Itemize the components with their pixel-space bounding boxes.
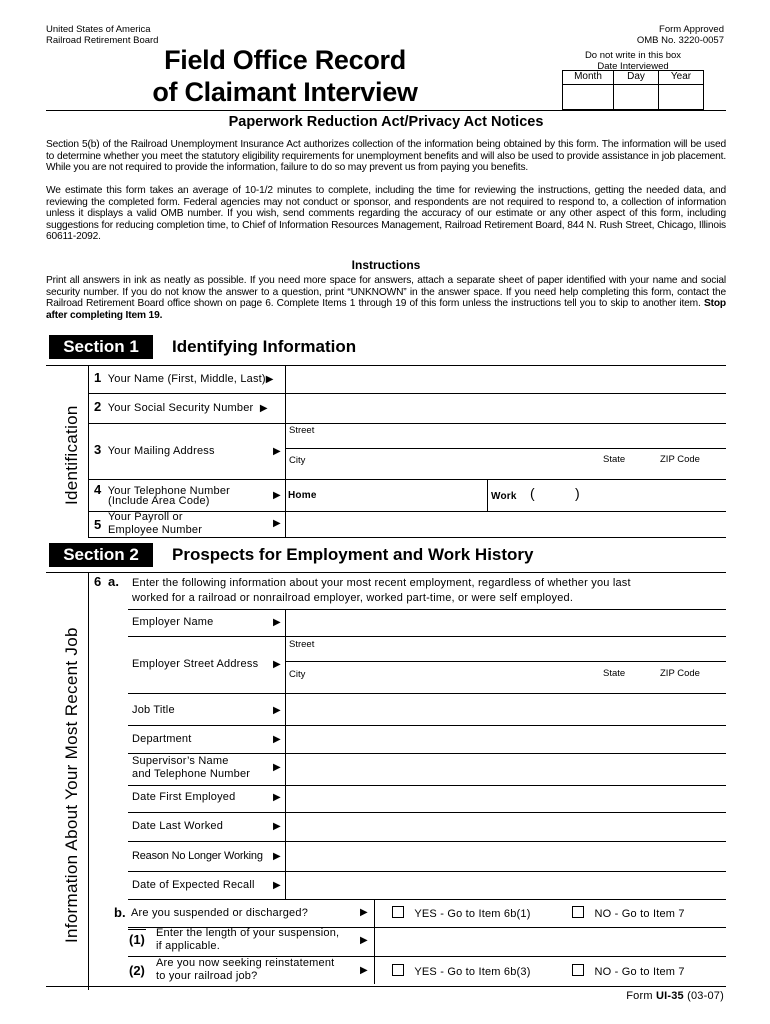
q6-number: 6	[94, 574, 102, 589]
month-input[interactable]	[563, 85, 613, 109]
date-first-input[interactable]	[287, 786, 725, 811]
work-phone-input[interactable]	[540, 480, 725, 510]
s2-city-label: City	[289, 669, 306, 680]
pointer-arrow-icon: ▶	[273, 446, 281, 457]
section2-rule	[46, 572, 726, 573]
s1-state-label: State	[603, 454, 626, 465]
pointer-arrow-icon: ▶	[273, 851, 281, 862]
employer-name-label: Employer Name	[132, 616, 214, 628]
do-not-write-note	[562, 50, 704, 72]
item2-row	[94, 400, 268, 415]
instructions-stop: Stop after completing Item 19.	[46, 298, 726, 321]
recall-label: Date of Expected Recall	[132, 879, 255, 891]
q6b1-text2: if applicable.	[156, 940, 220, 952]
yes-checkbox[interactable]	[392, 906, 404, 918]
s2-street-label: Street	[289, 639, 315, 650]
instructions-heading: Instructions	[351, 258, 421, 272]
do-not-write-text: Do not write in this box	[584, 50, 682, 61]
q6b2-no-option[interactable]	[572, 964, 685, 979]
form-approved: Form Approved	[659, 24, 724, 35]
area-code-close: )	[575, 485, 580, 501]
supervisor-label2: and Telephone Number	[132, 768, 251, 780]
date-first-label: Date First Employed	[132, 791, 236, 803]
item3-number: 3	[94, 442, 102, 457]
item2-number: 2	[94, 399, 102, 414]
item5-label1: Your Payroll or	[108, 511, 183, 523]
q6b2-number: (2)	[129, 963, 145, 978]
section2-tab: Section 2	[49, 543, 153, 567]
job-title-label: Job Title	[132, 704, 175, 716]
s2-answer-divider	[285, 609, 286, 899]
s1-zip-label: ZIP Code	[660, 454, 700, 465]
agency-line1: United States of America	[46, 24, 151, 35]
agency-line2: Railroad Retirement Board	[46, 35, 159, 46]
no-7-label: NO - Go to Item 7	[594, 966, 685, 978]
ssn-input[interactable]	[287, 394, 725, 422]
q6a-text1: Enter the following information about your most recent employment, regardless of whether you last	[132, 577, 631, 589]
year-label: Year	[659, 71, 703, 85]
q6b-text: Are you suspended or discharged?	[131, 907, 309, 919]
form-id	[626, 990, 724, 1003]
yes-6b1-label: YES - Go to Item 6b(1)	[414, 908, 531, 920]
name-input[interactable]	[287, 366, 725, 392]
pointer-arrow-icon: ▶	[273, 762, 281, 773]
item3-row	[94, 443, 215, 458]
home-phone-input[interactable]	[320, 480, 485, 510]
item1-label: Your Name (First, Middle, Last)	[107, 373, 266, 385]
title-line2: of Claimant Interview	[152, 77, 418, 107]
item2-label: Your Social Security Number	[107, 402, 254, 414]
item4-label: Your Telephone Number	[107, 485, 230, 497]
notices-heading: Paperwork Reduction Act/Privacy Act Notices	[228, 114, 544, 130]
q6b-no-option[interactable]	[572, 906, 685, 921]
pointer-arrow-icon: ▶	[273, 617, 281, 628]
pointer-arrow-icon: ▶	[360, 935, 368, 946]
department-label: Department	[132, 733, 192, 745]
q6b2-text2: to your railroad job?	[156, 970, 258, 982]
q6b2-text1: Are you now seeking reinstatement	[156, 957, 335, 969]
item4-number: 4	[94, 482, 102, 497]
s1-street-label: Street	[289, 425, 315, 436]
section1-title: Identifying Information	[172, 337, 357, 356]
section2-left-border	[88, 572, 89, 990]
section1-side-label: Identification	[62, 405, 81, 505]
item3-label: Your Mailing Address	[107, 445, 215, 457]
item5-number: 5	[94, 517, 102, 532]
pointer-arrow-icon: ▶	[273, 821, 281, 832]
q6b2-yes-option[interactable]	[392, 964, 531, 979]
notices-para1: Section 5(b) of the Railroad Unemployment Insurance Act authorizes collection of the information being obtained by this form. The information will be used to determine whether you meet the statutory eligibility requirements for unemployment benefits and will also be used to provide assistance in job placement. While you are not required to provide the information, failure to do so may prevent us from paying you benefits.	[46, 139, 726, 174]
day-label: Day	[614, 71, 659, 85]
pointer-arrow-icon: ▶	[259, 403, 268, 414]
pointer-arrow-icon: ▶	[273, 734, 281, 745]
street-input[interactable]	[287, 424, 725, 447]
pointer-arrow-icon: ▶	[273, 490, 281, 501]
date-interviewed-label: Date Interviewed	[597, 61, 669, 72]
instructions-text: Print all answers in ink as neatly as possible. If you need more space for answers, attach a separate sheet of paper identified with your name and social security number. If you do not know the answer to a question, print “UNKNOWN” in the answer space. If you need help completing this form, contact the Railroad Retirement Board office shown on page 6. Complete Items 1 through 19 of this form unless the instructions tell you to skip to another item.	[46, 275, 726, 310]
notices-para2: We estimate this form takes an average of 10-1/2 minutes to complete, including the time for reviewing the instructions, getting the needed data, and reviewing the completed form. Federal agencies may not conduct or sponsor, and respondents are not required to respond to, a collection of information unless it displays a valid OMB number. If you wish, send comments regarding the accuracy of our estimate or any other aspect of this form, including suggestions for reducing completion time, to Chief of Information Resources Management, Railroad Retirement Board, 844 N. Rush Street, Chicago, Illinois 60611-2092.	[46, 185, 726, 243]
s1-city-label: City	[289, 455, 306, 466]
pointer-arrow-icon: ▶	[360, 965, 368, 976]
omb-block	[637, 24, 724, 46]
q6b-yes-option[interactable]	[392, 906, 531, 921]
pointer-arrow-icon: ▶	[273, 705, 281, 716]
suspension-length-input[interactable]	[376, 928, 725, 955]
home-phone-label: Home	[288, 490, 317, 501]
employer-city-input[interactable]	[287, 662, 725, 692]
form-date: (03-07)	[687, 990, 724, 1002]
item1-row	[94, 371, 274, 386]
q6a-text2: worked for a railroad or nonrailroad employer, worked part-time, or were self employed.	[132, 592, 574, 604]
item5-row	[94, 512, 102, 532]
q6b-letter: b.	[114, 905, 126, 920]
pointer-arrow-icon: ▶	[273, 659, 281, 670]
supervisor-input[interactable]	[287, 754, 725, 784]
instructions-body	[46, 275, 726, 321]
date-interviewed-box	[562, 70, 704, 110]
reason-input[interactable]	[287, 842, 725, 870]
header-rule	[46, 110, 726, 111]
day-input[interactable]	[614, 85, 658, 109]
employer-street-input[interactable]	[287, 637, 725, 660]
area-code-open: (	[530, 485, 535, 501]
form-word: Form	[626, 990, 653, 1002]
form-id-code: UI-35	[655, 990, 684, 1002]
section1-tab: Section 1	[49, 335, 153, 359]
employer-address-label: Employer Street Address	[132, 658, 259, 670]
title-line1: Field Office Record	[164, 45, 406, 75]
item1-number: 1	[94, 370, 102, 385]
department-input[interactable]	[287, 726, 725, 752]
q6a-row	[94, 575, 119, 590]
year-input[interactable]	[659, 85, 703, 109]
month-label: Month	[563, 71, 614, 85]
supervisor-label1: Supervisor’s Name	[132, 755, 229, 767]
city-state-zip-input[interactable]	[287, 449, 725, 478]
date-last-input[interactable]	[287, 813, 725, 840]
reason-label: Reason No Longer Working	[132, 850, 263, 862]
employer-name-input[interactable]	[287, 610, 725, 635]
no-checkbox[interactable]	[572, 906, 584, 918]
item4-sublabel: (Include Area Code)	[108, 495, 210, 507]
q6a-letter: a.	[107, 574, 120, 589]
s2-state-label: State	[603, 668, 626, 679]
date-last-label: Date Last Worked	[132, 820, 224, 832]
yes-6b3-label: YES - Go to Item 6b(3)	[414, 966, 531, 978]
q6b1-number: (1)	[129, 932, 145, 947]
no-checkbox[interactable]	[572, 964, 584, 976]
no-7-label: NO - Go to Item 7	[594, 908, 685, 920]
section2-title: Prospects for Employment and Work History	[172, 545, 534, 564]
bottom-rule	[46, 986, 726, 987]
yes-checkbox[interactable]	[392, 964, 404, 976]
omb-number: OMB No. 3220-0057	[636, 35, 724, 46]
form-title	[120, 44, 450, 108]
recall-input[interactable]	[287, 872, 725, 898]
payroll-input[interactable]	[287, 512, 725, 536]
agency-block	[46, 24, 158, 46]
s2-zip-label: ZIP Code	[660, 668, 700, 679]
pointer-arrow-icon: ▶	[273, 792, 281, 803]
work-phone-label: Work	[491, 491, 517, 502]
job-title-input[interactable]	[287, 694, 725, 724]
section2-side-label: Information About Your Most Recent Job	[62, 627, 81, 943]
pointer-arrow-icon: ▶	[273, 518, 281, 529]
q6b1-text1: Enter the length of your suspension,	[156, 927, 340, 939]
pointer-arrow-icon: ▶	[360, 907, 368, 918]
item5-label2: Employee Number	[108, 524, 203, 536]
pointer-arrow-icon: ▶	[265, 374, 274, 385]
pointer-arrow-icon: ▶	[273, 880, 281, 891]
